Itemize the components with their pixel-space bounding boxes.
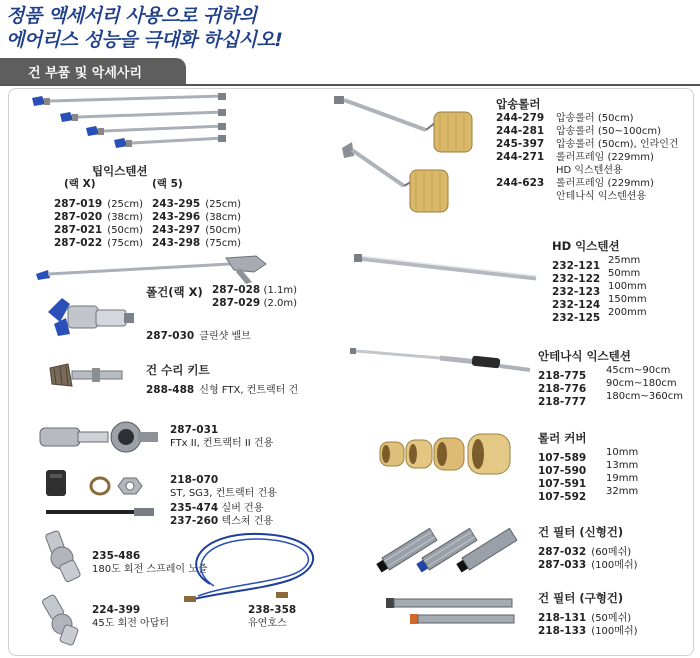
pressure-roller-desc: 압송롤러 (50~100cm)	[556, 126, 662, 137]
whip-hose-code: 238-358	[248, 604, 297, 616]
hd-extension-title: HD 익스텐션	[552, 239, 620, 253]
pressure-roller-descs	[556, 112, 679, 203]
tip-extension-2	[60, 109, 226, 122]
tip-extensions-col2-header: (랙 5)	[152, 178, 183, 190]
swivel-180-desc: 180도 회전 스프레이 노즐	[92, 564, 208, 575]
roller-cover-3	[434, 438, 464, 470]
hd-extension-sizes	[608, 254, 647, 319]
list-item: 232-121	[552, 260, 601, 272]
list-item: 243-296 (38cm)	[152, 211, 242, 223]
gun-filter-old-list	[538, 606, 638, 637]
gun-filters-new-image	[370, 510, 530, 580]
ftx2-part-image	[34, 412, 164, 460]
section-tab-label: 건 부품 및 악세사리	[28, 66, 143, 81]
pressure-roller-title: 압송롤러	[496, 97, 541, 111]
swivel-180-code: 235-486	[92, 550, 141, 562]
list-item: 232-125	[552, 312, 601, 324]
gun-filter-old-title: 건 필터 (구형건)	[538, 591, 624, 605]
adapter-45-image	[38, 592, 90, 648]
pressure-roller-desc: HD 익스텐션용	[556, 165, 623, 176]
pressure-roller-desc: 롤러프레임 (229mm)	[556, 178, 654, 189]
gun-filter-new-list	[538, 540, 638, 571]
gun-repair-kit-title: 건 수리 키트	[146, 363, 210, 377]
list-item: 235-474 실버 건용	[170, 502, 264, 514]
pole-gun-codes	[212, 284, 297, 310]
list-item: 232-123	[552, 286, 601, 298]
hd-extension-size: 150mm	[608, 294, 647, 305]
antenna-extension-size: 90cm~180cm	[606, 378, 677, 389]
pressure-roller-code: 244-271	[496, 151, 545, 163]
gun-filter-old-1	[386, 598, 512, 608]
headline-line2: 에어리스 성능을 극대화 하십시오!	[6, 29, 283, 51]
seals-list	[170, 474, 277, 528]
pressure-roller-code	[496, 164, 544, 177]
antenna-extension-title: 안테나식 익스텐션	[538, 349, 631, 363]
tip-extension-3	[86, 123, 226, 136]
list-item: 243-298 (75cm)	[152, 237, 242, 249]
roller-cover-size: 13mm	[606, 460, 639, 471]
hd-extension-size: 100mm	[608, 281, 647, 292]
list-item: 107-591	[538, 478, 587, 490]
list-item: 218-133 (100메쉬)	[538, 625, 638, 637]
list-item: 232-122	[552, 273, 601, 285]
roller-cover-size: 19mm	[606, 473, 639, 484]
gun-repair-kit-row: 288-488 신형 FTX, 컨트랙터 건	[146, 384, 299, 396]
antenna-extension-sizes	[606, 364, 683, 403]
tip-extensions-col2	[152, 192, 242, 249]
tip-extension-4	[114, 135, 226, 148]
hd-extension-size: 25mm	[608, 255, 641, 266]
list-item: 218-131 (50메쉬)	[538, 612, 632, 624]
list-item: 287-028 (1.1m)	[212, 284, 297, 296]
roller-cover-sizes	[606, 446, 638, 498]
ftx2-block	[170, 424, 273, 450]
list-item: 287-020 (38cm)	[54, 211, 144, 223]
section-tab	[0, 58, 186, 84]
tip-extension-1	[32, 93, 226, 106]
clean-shot-row: 287-030 클린샷 밸브	[146, 330, 251, 342]
clean-shot-valve-image	[40, 294, 140, 340]
pressure-roller-code: 244-279	[496, 112, 545, 124]
pressure-roller-code	[496, 190, 544, 203]
seal-desc: ST, SG3, 컨트랙터 건용	[170, 488, 277, 499]
list-item: 107-592	[538, 491, 587, 503]
ftx2-code: 287-031	[170, 424, 219, 436]
roller-covers-image	[376, 430, 524, 478]
roller-cover-size: 10mm	[606, 447, 639, 458]
gun-filter-new-title: 건 필터 (신형건)	[538, 525, 624, 539]
pressure-roller-desc: 안테나식 익스텐션용	[556, 191, 647, 202]
roller-cover-2	[406, 440, 432, 468]
adapter-45-desc: 45도 회전 아답터	[92, 618, 170, 629]
list-item: 218-776	[538, 383, 587, 395]
hd-extension-list	[552, 254, 601, 324]
seal-code: 218-070	[170, 474, 219, 486]
list-item: 287-032 (60메쉬)	[538, 546, 632, 558]
headline-line1: 정품 액세서리 사용으로 귀하의	[6, 5, 257, 27]
whip-hose-block	[248, 604, 296, 630]
gun-repair-kit-image	[46, 360, 130, 390]
whip-hose-desc: 유연호스	[248, 618, 287, 629]
list-item: 218-775	[538, 370, 587, 382]
gun-filter-old-2	[410, 614, 514, 624]
pressure-roller-code: 244-623	[496, 177, 545, 189]
adapter-45-code: 224-399	[92, 604, 141, 616]
roller-cover-title: 롤러 커버	[538, 431, 587, 445]
tip-extensions-col1-header: (랙 X)	[64, 178, 96, 190]
list-item: 287-022 (75cm)	[54, 237, 144, 249]
tip-extensions-col1	[54, 192, 144, 249]
list-item: 287-021 (50cm)	[54, 224, 144, 236]
pressure-roller-desc: 압송롤러 (50cm)	[556, 113, 634, 124]
pressure-roller-2	[342, 142, 448, 212]
antenna-extension-size: 45cm~90cm	[606, 365, 671, 376]
swivel-180-image	[38, 528, 90, 584]
pressure-roller-desc: 압송롤러 (50cm), 인라인건	[556, 139, 679, 150]
pressure-roller-code: 245-397	[496, 138, 545, 150]
roller-cover-1	[380, 442, 404, 466]
pressure-roller-code: 244-281	[496, 125, 545, 137]
antenna-extension-size: 180cm~360cm	[606, 391, 684, 402]
whip-hose-image	[180, 526, 330, 606]
hd-extension-size: 200mm	[608, 307, 647, 318]
antenna-extension-list	[538, 364, 587, 408]
list-item: 218-777	[538, 396, 587, 408]
pressure-roller-desc: 롤러프레임 (229mm)	[556, 152, 654, 163]
list-item: 287-033 (100메쉬)	[538, 559, 638, 571]
roller-cover-list	[538, 446, 587, 503]
list-item: 107-589	[538, 452, 587, 464]
pole-gun-image	[30, 254, 270, 286]
pole-gun-label: 폴건(랙 X)	[146, 285, 203, 299]
tip-extensions-title: 팁익스텐션	[92, 164, 148, 178]
list-item: 237-260 텍스쳐 건용	[170, 515, 274, 527]
pressure-roller-codes	[496, 112, 544, 203]
adapter-45-block	[92, 604, 169, 630]
roller-cover-size: 32mm	[606, 486, 639, 497]
antenna-extension-image	[348, 340, 538, 378]
section-tab-bar	[0, 58, 700, 86]
list-item: 232-124	[552, 299, 601, 311]
list-item: 287-019 (25cm)	[54, 198, 144, 210]
pressure-roller-image	[330, 90, 480, 218]
gun-seals-image	[40, 466, 164, 522]
roller-cover-4	[468, 434, 510, 474]
list-item: 243-297 (50cm)	[152, 224, 242, 236]
gun-filters-old-image	[380, 592, 530, 632]
hd-extension-image	[354, 250, 540, 286]
list-item: 243-295 (25cm)	[152, 198, 242, 210]
hd-extension-size: 50mm	[608, 268, 641, 279]
pressure-roller-1	[334, 96, 472, 152]
tip-extensions-image	[20, 92, 230, 154]
list-item: 107-590	[538, 465, 587, 477]
list-item: 287-029 (2.0m)	[212, 297, 297, 309]
ftx2-desc: FTx II, 컨트랙터 II 건용	[170, 438, 274, 449]
